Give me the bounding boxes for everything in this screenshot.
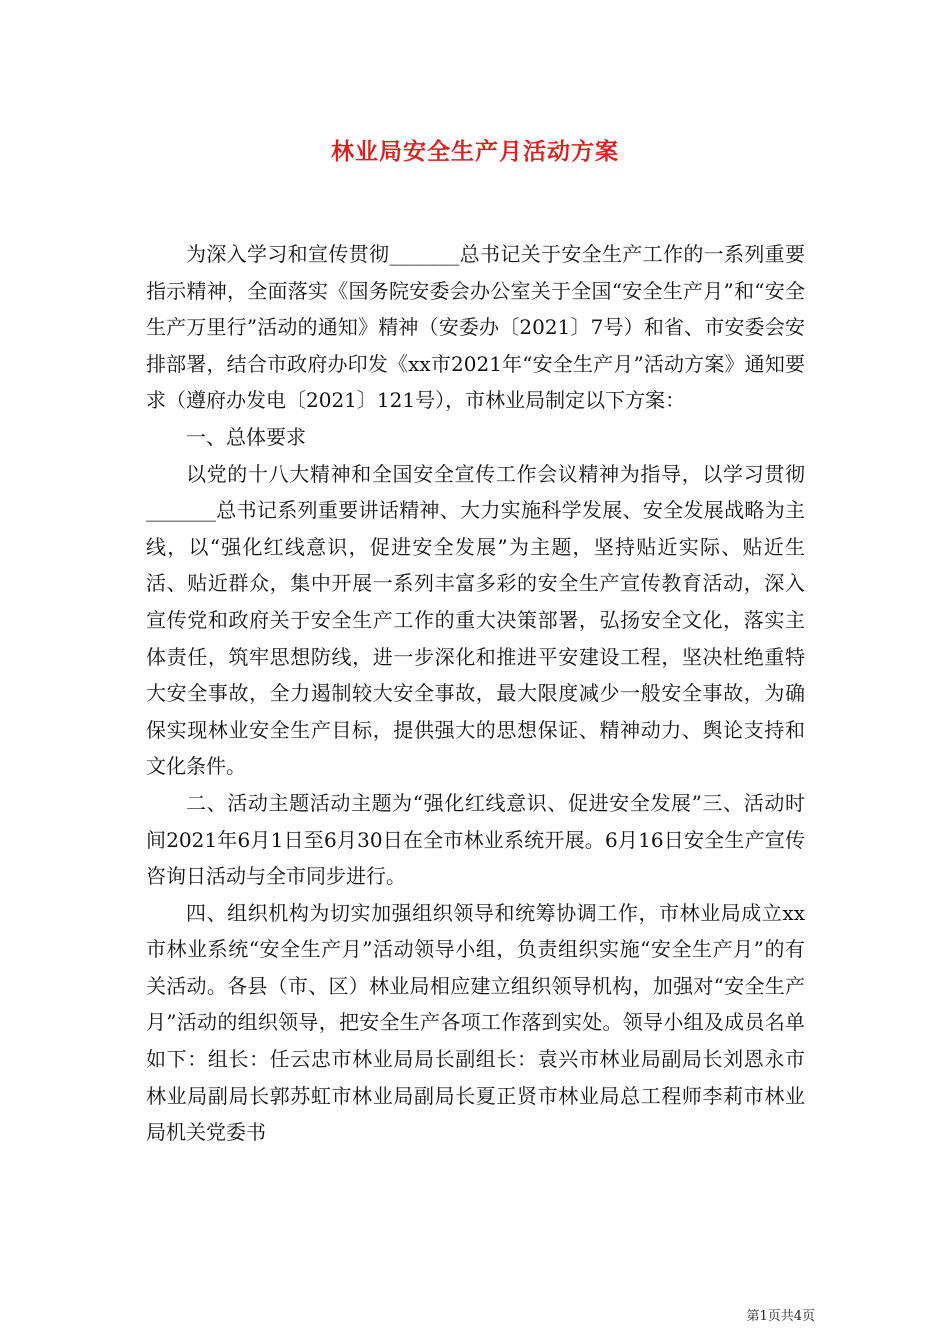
paragraph-general-requirements: 以党的十八大精神和全国安全宣传工作会议精神为指导，以学习贯彻_______总书记系列重要讲话精神、大力实施科学发展、安全发展战略为主线，以“强化红线意识，促进安全发展”为主题，坚持贴近实际、贴近生活、贴近群众，集中开展一系列丰富多彩的安全生产宣传教育活动，深入宣传党和政府关于安全生产工作的重大决策部署，弘扬安全文化，落实主体责任，筑牢思想防线，进一步深化和推进平安建设工程，坚决杜绝重特大安全事故，全力遏制较大安全事故，最大限度减少一般安全事故，为确保实现林业安全生产目标，提供强大的思想保证、精神动力、舆论支持和文化条件。	[146, 461, 805, 779]
document-title: 林业局安全生产月活动方案	[331, 139, 619, 165]
paragraph-organization: 四、组织机构为切实加强组织领导和统筹协调工作，市林业局成立xx市林业系统“安全生产月”活动领导小组，负责组织实施“安全生产月”的有关活动。各县（市、区）林业局相应建立组织领导机构，加强对“安全生产月”活动的组织领导，把安全生产各项工作落到实处。领导小组及成员名单如下：组长：任云忠市林业局局长副组长：袁兴市林业局副局长刘恩永市林业局副局长郭苏虹市林业局副局长夏正贤市林业局总工程师李莉市林业局机关党委书	[146, 900, 805, 1145]
paragraph-intro: 为深入学习和宣传贯彻_______总书记关于安全生产工作的一系列重要指示精神，全面落实《国务院安委会办公室关于全国“安全生产月”和“安全生产万里行”活动的通知》精神（安委办〔2021〕7号）和省、市安委会安排部署，结合市政府办印发《xx市2021年“安全生产月”活动方案》通知要求（遵府办发电〔2021〕121号），市林业局制定以下方案：	[146, 242, 805, 413]
paragraph-theme-and-time: 二、活动主题活动主题为“强化红线意识、促进安全发展”三、活动时间2021年6月1日至6月30日在全市林业系统开展。6月16日安全生产宣传咨询日活动与全市同步进行。	[146, 790, 805, 889]
document-body	[146, 236, 805, 1151]
page-number: 第1页共4页	[746, 1309, 815, 1324]
section-heading-general: 一、总体要求	[186, 424, 306, 449]
